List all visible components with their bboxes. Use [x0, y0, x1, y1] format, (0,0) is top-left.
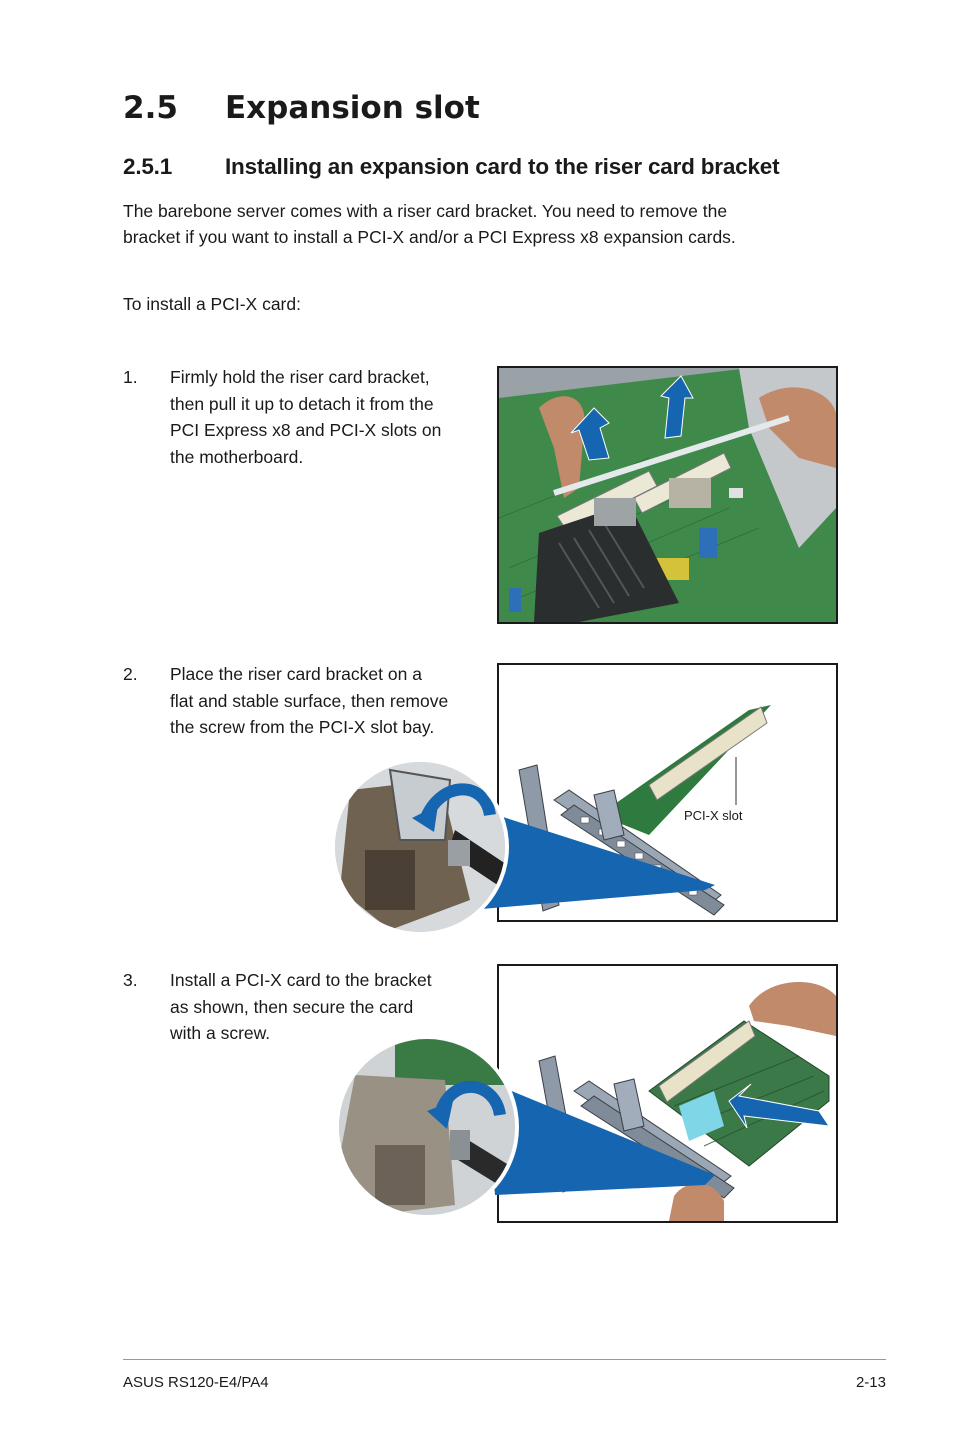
step-line: the motherboard. — [170, 446, 304, 467]
step-number: 1. — [123, 367, 138, 387]
section-number: 2.5 — [123, 90, 178, 126]
section-title: Expansion slot — [225, 90, 480, 126]
step-text — [170, 364, 485, 470]
footer-page-number: 2-13 — [855, 1374, 886, 1391]
step-line: as shown, then secure the card — [170, 996, 414, 1017]
step-line: Firmly hold the riser card bracket, — [170, 367, 430, 387]
section-heading — [123, 90, 480, 126]
step-number: 3. — [123, 970, 138, 990]
footer-rule — [123, 1359, 886, 1360]
step-line: Install a PCI-X card to the bracket — [170, 970, 432, 990]
figure-2-callout — [330, 760, 730, 940]
riser-removal-illustration — [499, 368, 836, 622]
step-line: with a screw. — [170, 1023, 271, 1043]
step-line: the screw from the PCI-X slot bay. — [170, 717, 435, 737]
figure-3-callout — [335, 1035, 735, 1225]
subsection-heading — [123, 154, 779, 180]
subsection-number: 2.5.1 — [123, 154, 173, 179]
subsection-title: Installing an expansion card to the riser card bracket — [225, 154, 780, 179]
figure-1-photo — [497, 366, 838, 624]
step-line: PCI Express x8 and PCI-X slots on — [170, 420, 442, 440]
step-number: 2. — [123, 664, 138, 684]
intro-paragraph — [123, 198, 843, 250]
pci-x-slot-label: PCI-X slot — [684, 808, 743, 823]
step-line: Place the riser card bracket on a — [170, 664, 422, 684]
footer-left: ASUS RS120-E4/PA4 — [123, 1374, 269, 1391]
step-line: flat and stable surface, then remove — [170, 690, 449, 711]
step-line: then pull it up to detach it from the — [170, 393, 434, 414]
to-install-label: To install a PCI-X card: — [123, 294, 301, 314]
intro-line: The barebone server comes with a riser card bracket. You need to remove the — [123, 201, 728, 221]
intro-line: bracket if you want to install a PCI-X and/or a PCI Express x8 expansion cards. — [123, 227, 736, 247]
step-text — [170, 661, 485, 741]
